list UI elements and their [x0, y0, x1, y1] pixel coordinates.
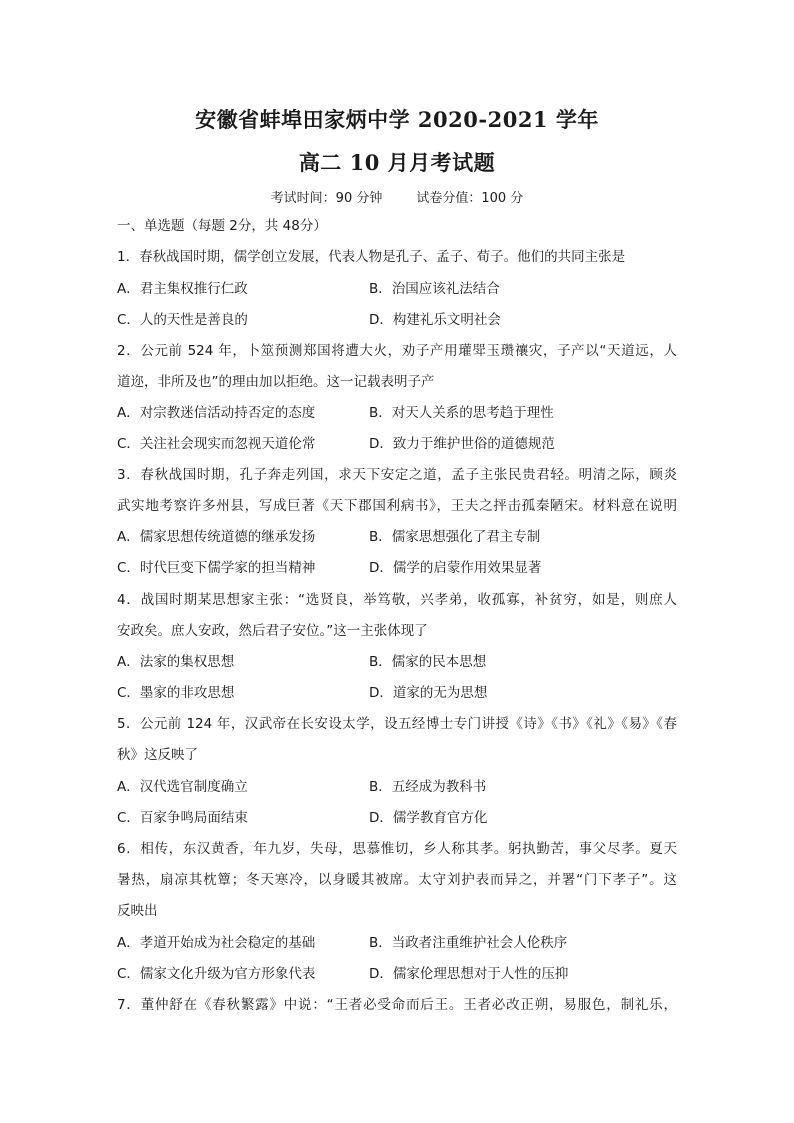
question-1-option-c: C．人的天性是善良的 — [117, 312, 248, 328]
question-4-text-line2: 安政矣。庶人安政，然后君子安位。”这一主张体现了 — [117, 623, 428, 639]
question-2-option-b: B．对天人关系的思考趋于理性 — [369, 405, 554, 421]
question-1-text: 1．春秋战国时期，儒学创立发展，代表人物是孔子、孟子、荀子。他们的共同主张是 — [117, 249, 626, 265]
question-3-option-c: C．时代巨变下儒学家的担当精神 — [117, 560, 316, 576]
question-6-option-b: B．当政者注重维护社会人伦秩序 — [369, 935, 568, 951]
exam-score: 试卷分值：100 分 — [416, 191, 524, 206]
question-2-text-line1: 2．公元前 524 年，卜筮预测郑国将遭大火，劝子产用瓘斝玉瓒禳灾，子产以“天道远，人 — [117, 343, 677, 359]
question-5-text-line1: 5．公元前 124 年，汉武帝在长安设太学，设五经博士专门讲授《诗》《书》《礼》《易》《春 — [117, 716, 677, 732]
question-6-option-c: C．儒家文化升级为官方形象代表 — [117, 966, 316, 982]
question-1-option-b: B．治国应该礼法结合 — [369, 281, 500, 297]
question-6-text-line3: 反映出 — [117, 903, 158, 919]
question-4-option-b: B．儒家的民本思想 — [369, 654, 487, 670]
question-5-option-b: B．五经成为教科书 — [369, 779, 487, 795]
question-1-option-d: D．构建礼乐文明社会 — [369, 312, 501, 328]
exam-info — [0, 187, 794, 206]
question-1-option-a: A．君主集权推行仁政 — [117, 281, 248, 297]
question-2-text-line2: 道迩，非所及也”的理由加以拒绝。这一记载表明子产 — [117, 374, 435, 390]
exam-title-line2: 高二 10 月月考试题 — [298, 150, 496, 175]
question-5-text-line2: 秋》这反映了 — [117, 747, 198, 763]
question-5-option-a: A．汉代选官制度确立 — [117, 779, 248, 795]
exam-time: 考试时间：90 分钟 — [270, 191, 383, 206]
question-4-text-line1: 4．战国时期某思想家主张：“选贤良，举笃敬，兴孝弟，收孤寡，补贫穷，如是，则庶人 — [117, 592, 677, 608]
question-6-text-line1: 6．相传，东汉黄香，年九岁，失母，思慕惟切，乡人称其孝。躬执勤苦，事父尽孝。夏天 — [117, 841, 677, 857]
question-3-option-b: B．儒家思想强化了君主专制 — [369, 529, 541, 545]
question-6-text-line2: 暑热，扇凉其枕簟；冬天寒冷，以身暖其被席。太守刘护表而异之，并署“门下孝子”。这 — [117, 872, 677, 888]
question-7-text-line1: 7．董仲舒在《春秋繁露》中说：“王者必受命而后王。王者必改正朔，易服色，制礼乐， — [117, 997, 677, 1013]
question-5-option-d: D．儒学教育官方化 — [369, 810, 488, 826]
exam-title-line1: 安徽省蚌埠田家炳中学 2020-2021 学年 — [195, 107, 599, 132]
question-4-option-c: C．墨家的非攻思想 — [117, 685, 235, 701]
question-3-option-a: A．儒家思想传统道德的继承发扬 — [117, 529, 316, 545]
question-4-option-d: D．道家的无为思想 — [369, 685, 488, 701]
question-4-option-a: A．法家的集权思想 — [117, 654, 235, 670]
question-2-option-c: C．关注社会现实而忽视天道伦常 — [117, 436, 316, 452]
question-6-option-d: D．儒家伦理思想对于人性的压抑 — [369, 966, 569, 982]
question-5-option-c: C．百家争鸣局面结束 — [117, 810, 248, 826]
question-2-option-a: A．对宗教迷信活动持否定的态度 — [117, 405, 316, 421]
question-6-option-a: A．孝道开始成为社会稳定的基础 — [117, 935, 316, 951]
question-3-option-d: D．儒学的启蒙作用效果显著 — [369, 560, 542, 576]
question-2-option-d: D．致力于维护世俗的道德规范 — [369, 436, 555, 452]
question-3-text-line1: 3．春秋战国时期，孔子奔走列国，求天下安定之道，孟子主张民贵君轻。明清之际，顾炎 — [117, 467, 677, 483]
question-3-text-line2: 武实地考察许多州县，写成巨著《天下郡国利病书》，王夫之抨击孤秦陋宋。材料意在说明 — [117, 498, 677, 514]
section-heading: 一、单选题（每题 2分，共 48分） — [117, 218, 327, 234]
